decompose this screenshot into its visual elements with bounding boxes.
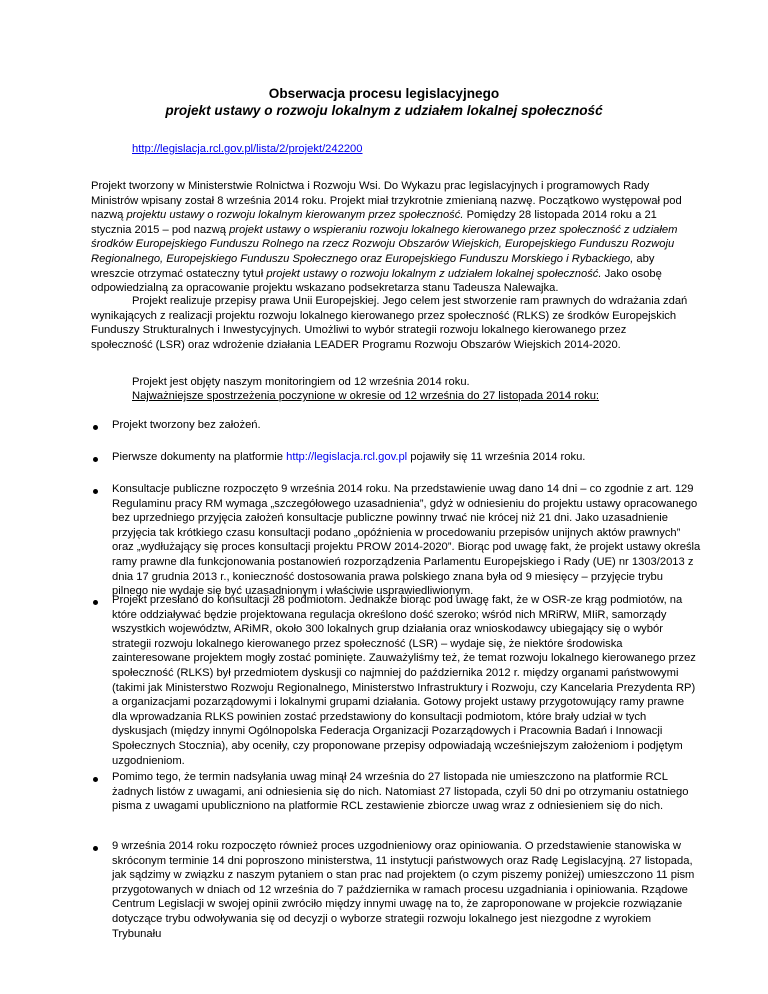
bullet-no-assumptions: Projekt tworzony bez założeń.: [112, 419, 261, 431]
intro-text-3: aby wreszcie otrzymać ostateczny tytuł: [91, 252, 655, 280]
intro-italic-1: projektu ustawy o rozwoju lokalnym kierowanym przez społeczność.: [126, 209, 464, 222]
document-subtitle: projekt ustawy o rozwoju lokalnym z udziałem lokalnej społeczność: [165, 103, 603, 118]
title-block: [0, 85, 768, 119]
bullet-dot: [93, 777, 98, 782]
bullet-dot: [93, 425, 98, 430]
objective-paragraph: Projekt realizuje przepisy prawa Unii Europejskiej. Jego celem jest stworzenie ram prawnych do wdrażania zdań wynikających z realizacji projektu rozwoju lokalnego kierowanego przez społeczność (RLKS) ze środków Europejskich Funduszy Strukturalnych i Inwestycyjnych. Umożliwi to wybór strategii rozwoju lokalnego kierowanego przez społeczność (LSR) oraz wdrożenie działania LEADER Programu Rozwoju Obszarów Wiejskich 2014-2020.: [91, 295, 688, 351]
bullet-first-documents: [112, 450, 702, 465]
bullet-dot: [93, 846, 98, 851]
bullet-remarks-deadline: Pomimo tego, że termin nadsyłania uwag minął 24 września do 27 listopada nie umieszczono na platformie RCL żadnych listów z uwagami, ani odniesienia się do nich. Natomiast 27 listopada, czyli 50 dni po otrzymaniu ostatniego pisma z uwagami upubliczniono na platformie RCL zestawienie zbiorcze uwag wraz z odniesieniem się do nich.: [112, 771, 689, 813]
bullet-consultation-entities: Projekt przesłano do konsultacji 28 podmiotom. Jednakże biorąc pod uwagę fakt, że w OSR-ze krąg podmiotów, na które oddziaływać będzie projektowana regulacja określono dość szeroko; wśród nich MRiRW, MIiR, samorządy wszystkich województw, ARiMR, około 300 lokalnych grup działania oraz wnioskodawcy ubiegający się o wybór strategii rozwoju lokalnego kierowanego przez społeczność (LSR) – wydaje się, że niektóre środowiska zainteresowane projektem mogły zostać pominięte. Zauważyliśmy też, że temat rozwoju lokalnego kierowanego przez społeczność (RLKS) był przedmiotem dyskusji co najmniej do października 2012 r. między organami państwowymi (takimi jak Ministerstwo Rozwoju Regionalnego, Ministerstwo Infrastruktury i Rozwoju, czy Kancelaria Prezydenta RP) a organizacjami pozarządowymi i lokalnymi grupami działania. Gotowy projekt ustawy przygotowujący ramy prawne dla wprowadzania RLKS powinien zostać przedstawiony do konsultacji podmiotom, które brały udział w tych dyskusjach (między innymi Ogólnopolska Federacja Organizacji Pozarządowych i Pracownia Badań i Innowacji Społecznych Stocznia), aby oceniły, czy proponowane przepisy odpowiadają wcześniejszym założeniom i podjętym uzgodnieniom.: [112, 594, 696, 767]
document-title: Obserwacja procesu legislacyjnego: [268, 86, 500, 101]
platform-link[interactable]: http://legislacja.rcl.gov.pl: [286, 451, 408, 463]
intro-italic-2: projekt ustawy o wspieraniu rozwoju lokalnego kierowanego przez społeczność z udziałem środków Europejskiego Funduszu Rolnego na rzecz Rozwoju Obszarów Wiejskich, Europejskiego Funduszu Rozwoju Regionalnego, Europejskiego Funduszu Społecznego oraz Europejskiego Funduszu Morskiego i Rybackiego,: [91, 223, 678, 265]
bullet-agreement-process: 9 września 2014 roku rozpoczęto również proces uzgodnieniowy oraz opiniowania. O przedstawienie stanowiska w skróconym terminie 14 dni poproszono ministerstwa, 11 instytucji państwowych oraz Radę Legislacyjną. 27 listopada, jak sądzimy w związku z naszym pytaniem o stan prac nad projektem (o czym piszemy poniżej) umieszczono 11 pism przygotowanych w dniach od 12 września do 7 października w ramach procesu uzgadniania i opiniowania. Rządowe Centrum Legislacji w swojej opinii zwróciło między innymi uwagę na to, że zaproponowane w projekcie rozwiązanie dotyczące trybu odwoływania się od decyzji o wyborze strategii rozwoju lokalnego jest niezgodne z wyrokiem Trybunału: [112, 840, 695, 940]
bullet-public-consultations: Konsultacje publiczne rozpoczęto 9 września 2014 roku. Na przedstawienie uwag dano 14 dni – co zgodnie z art. 129 Regulaminu pracy RM wymaga „szczegółowego uzasadnienia”, gdyż w odniesieniu do projektu ustawy opracowanego bez uprzedniego przyjęcia założeń konsultacje publiczne powinny trwać nie krócej niż 21 dni. Jako uzasadnienie przyjęcia tak krótkiego czasu konsultacji podano „opóźnienia w procedowaniu przepisów unijnych aktów prawnych” oraz „wydłużający się proces konsultacji projektu PROW 2014-2020”. Biorąc pod uwagę fakt, że projekt ustawy określa ramy prawne dla funkcjonowania postanowień rozporządzenia Parlamentu Europejskiego i Rady (UE) nr 1303/2013 z dnia 17 grudnia 2013 r., konieczność dostosowania prawa polskiego znana była od 9 miesięcy – przyjęcie trybu pilnego nie wydaje się być uzasadnionym i właściwie usprawiedliwionym.: [112, 483, 701, 598]
monitoring-text: Projekt jest objęty naszym monitoringiem od 12 września 2014 roku.: [132, 376, 470, 388]
bullet-dot: [93, 457, 98, 462]
source-link[interactable]: http://legislacja.rcl.gov.pl/lista/2/projekt/242200: [132, 143, 363, 155]
intro-text-1: Projekt tworzony w Ministerstwie Rolnictwa i Rozwoju Wsi. Do Wykazu prac legislacyjnych i programowych Rady Ministrów wpisany został 8 września 2014 roku. Projekt miał trzykrotnie zmienianą nazwę. Początkowo występował pod nazwą: [91, 180, 682, 222]
intro-text-4: Jako osobę odpowiedzialną za opracowanie projektu wskazano podsekretarza stanu Tadeusza Nalewajka.: [91, 267, 662, 295]
observations-heading-text: Najważniejsze spostrzeżenia poczynione w okresie od 12 września do 27 listopada 2014 roku:: [132, 390, 600, 402]
observations-heading: [132, 389, 692, 404]
bullet-2-prefix: Pierwsze dokumenty na platformie: [112, 451, 287, 463]
intro-italic-3: projekt ustawy o rozwoju lokalnym z udziałem lokalnej społeczność.: [266, 267, 602, 280]
bullet-dot: [93, 600, 98, 605]
bullet-dot: [93, 489, 98, 494]
intro-paragraph: [91, 179, 691, 296]
intro-text-2: Pomiędzy 28 listopada 2014 roku a 21 stycznia 2015 – pod nazwą: [91, 209, 657, 236]
bullet-2-suffix: pojawiły się 11 września 2014 roku.: [407, 451, 586, 463]
